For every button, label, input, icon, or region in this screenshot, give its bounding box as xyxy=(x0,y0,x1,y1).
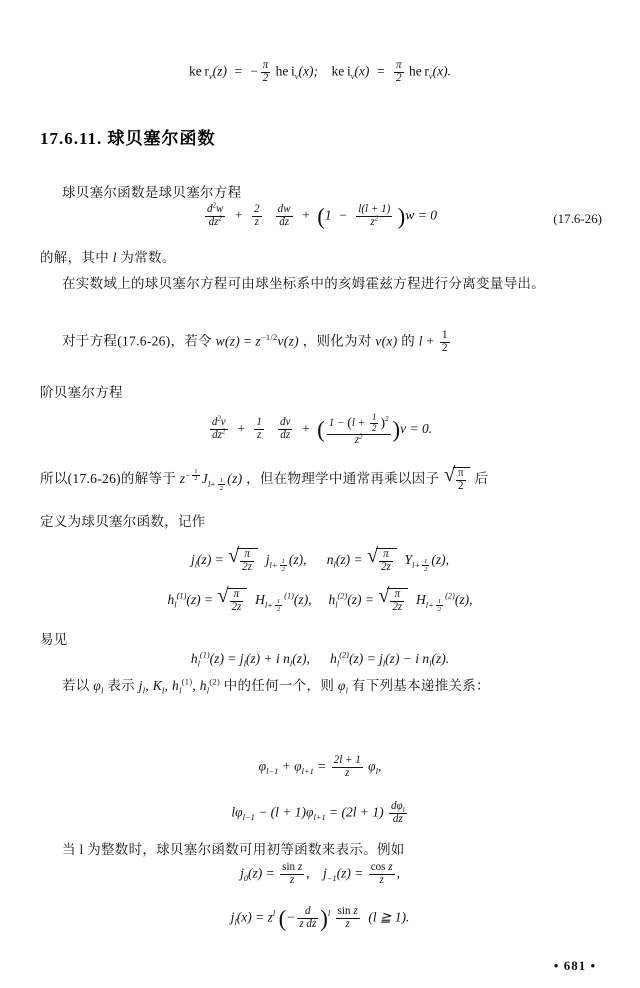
equation-spherical-bessel: $\frac{d^2w}{dz^2}$ + $\frac{2}{z}$ $\frac{dw}{dz}$ + (1 − $\frac{l(l + 1)}{z^2}$ )w = 0 xyxy=(207,202,437,229)
paragraph-6-c: 后 xyxy=(474,471,489,487)
sqrt-pi-over-2z-h2: √ $\frac{\pi}{2z}$ xyxy=(378,588,408,614)
equation-definition-h1-h2: $h_l^{(1)}(z)$ = √ $\frac{\pi}{2z}$ $H_{l+ \frac{1}{2}}$ $^{(1)}$(z), $h_l^{(2)}(z)$ = √ $\frac{\pi}{2z}$ $H_{l+ \frac{1}{2}}$ $^{(2)}$(z), xyxy=(0,588,640,614)
paragraph-7: 定义为球贝塞尔函数，记作 xyxy=(40,514,206,529)
paragraph-4: 对于方程(17.6-26)，若令 $w(z) = z^{-1/2}v(z)$ ，则化为对 v(x) 的 l + $\frac{1}{2}$ xyxy=(62,329,448,354)
section-heading: 17.6.11. 球贝塞尔函数 xyxy=(40,129,216,148)
paragraph-4-c: 的 xyxy=(401,333,419,349)
page-number: • 681 • xyxy=(553,958,596,973)
paragraph-2-prefix: 的解，其中 xyxy=(40,250,113,265)
paragraph-5: 阶贝塞尔方程 xyxy=(40,385,123,400)
inline-substitution: w xyxy=(215,333,225,349)
paragraph-8: 易见 xyxy=(40,632,68,647)
equation-ker-kei-relation: ke $r_v(z)$ = − $\frac{\pi}{2}$ he $i_v(x)$; ke $i_v(x)$ = $\frac{\pi}{2}$ he $r_v(x)$. xyxy=(189,59,451,84)
sqrt-pi-over-2z-nl: √ $\frac{\pi}{2z}$ xyxy=(367,548,397,574)
paragraph-9-b: 表示 xyxy=(107,678,139,693)
paragraph-10: 当 l 为整数时，球贝塞尔函数可用初等函数来表示。例如 xyxy=(62,842,405,857)
paragraph-4-b: ，则化为对 xyxy=(302,333,376,349)
sqrt-pi-over-2: √ $\frac{\pi}{2}$ xyxy=(444,467,470,493)
paragraph-9-a: 若以 xyxy=(62,678,94,693)
equation-definition-jl-nl: $j_l(z)$ = √ $\frac{\pi}{2z}$ $j_{l+ \frac{1}{2}}$ (z), $n_l(z)$ = √ $\frac{\pi}{2z}$ $Y_{l+ \frac{1}{2}}$ (z), xyxy=(0,548,640,574)
paragraph-9-d: 有下列基本递推关系： xyxy=(351,678,490,693)
equation-h-expansions: $h_l^{(1)}(z) = j_l(z) + i$ $n_l(z)$, $h_l^{(2)}(z) = j_l(z) - i$ $n_l(z)$. xyxy=(190,650,450,669)
paragraph-2-italic: l xyxy=(112,250,117,265)
sqrt-pi-over-2z-h1: √ $\frac{\pi}{2z}$ xyxy=(218,588,248,614)
paragraph-9: 若以 $\varphi_l$ 表示 $j_l$, $K_l$, $h_l^{(1)}$, $h_l^{(2)}$ 中的任何一个，则 $\varphi_l$ 有下列基本递推关系： xyxy=(62,677,490,696)
paragraph-2-suffix: 为常数。 xyxy=(116,250,176,265)
paragraph-1: 球贝塞尔函数是球贝塞尔方程 xyxy=(62,185,242,200)
paragraph-9-c: 中的任何一个，则 xyxy=(223,678,338,693)
equation-number-17-6-26: (17.6-26) xyxy=(553,211,602,226)
equation-half-order-bessel: $\frac{d^2v}{dz^2}$ + $\frac{1}{z}$ $\frac{dv}{dz}$ + ( 1 − (l + $\frac{1}{2}$ )$^2$ $z^2$ )v = 0. xyxy=(211,412,433,446)
paragraph-3: 在实数域上的球贝塞尔方程可由球坐标系中的亥姆霍兹方程进行分离变量导出。 xyxy=(62,276,545,291)
equation-jl-closed-form: $j_l(x) = z^l$ (− $\frac{d}{\text{z dz}}$ )$^l$ $\frac{\text{sin z}}{z}$ (l ≧ 1). xyxy=(230,905,410,931)
paragraph-6-b: ，但在物理学中通常再乘以因子 xyxy=(246,471,443,487)
equation-recurrence-2: $l\varphi_{l-1} - (l + 1)\varphi_{l+1} = (2l + 1)$ $\frac{d\varphi_l}{dz}$ xyxy=(231,800,405,825)
equation-j0-jminus1: $j_0(z)$ = $\frac{\text{sin z}}{z}$ , $j_{-1}(z)$ = $\frac{\text{cos z}}{z}$ , xyxy=(240,861,400,886)
sqrt-pi-over-2z-jl: √ $\frac{\pi}{2z}$ xyxy=(228,548,258,574)
paragraph-6-a: 所以(17.6-26)的解等于 xyxy=(40,471,180,487)
paragraph-4-a: 对于方程(17.6-26)，若令 xyxy=(62,333,216,349)
paragraph-6: 所以(17.6-26)的解等于 $z^{- \frac{1}{2}}$ $J_{l+ \frac{1}{2}}$ (z) ，但在物理学中通常再乘以因子 √ $\frac{\pi}{2}$ 后 xyxy=(40,467,620,493)
paragraph-2 xyxy=(40,248,176,268)
equation-recurrence-1: $\varphi_{l-1} + \varphi_{l+1}$ = $\frac{2l + 1}{z}$ $\varphi_l$, xyxy=(258,754,382,779)
